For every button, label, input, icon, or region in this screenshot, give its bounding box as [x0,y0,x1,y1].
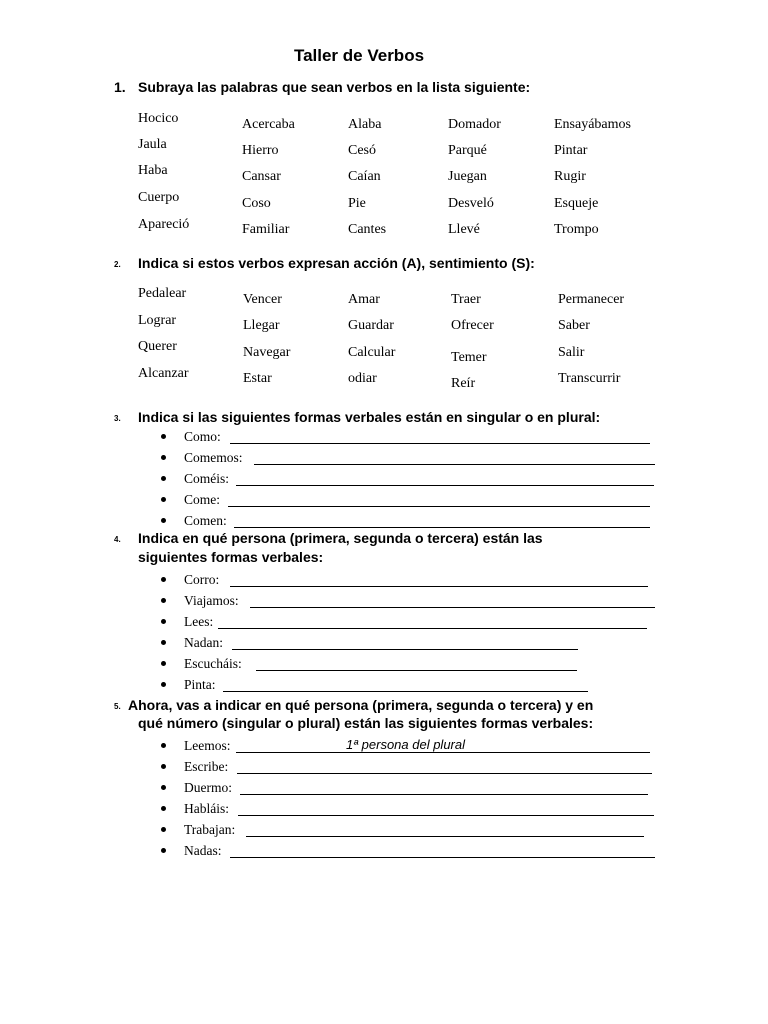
bullet-icon [161,682,166,687]
q5-number: 5. [114,702,121,711]
q5-item-label: Nadas: [184,843,222,858]
q2-word: Traer [451,292,481,307]
q4-item-label: Corro: [184,572,220,587]
q1-word: Trompo [554,222,599,237]
q5-item-label: Trabajan: [184,822,236,837]
q2-word: Transcurrir [558,371,621,386]
q4-item-label: Viajamos: [184,593,239,608]
q1-word: Pie [348,196,366,211]
q5-item-label: Leemos: [184,738,231,753]
q2-word: Calcular [348,345,396,360]
q1-word: Acercaba [242,117,295,132]
q2-word: Temer [451,350,487,365]
q5-answer-line[interactable] [246,836,644,837]
q2-word: Alcanzar [138,366,189,381]
q2-instruction: Indica si estos verbos expresan acción (A), sentimiento (S): [138,255,535,271]
q2-word: odiar [348,371,377,386]
q5-item-label: Escribe: [184,759,229,774]
q3-item-label: Come: [184,492,220,507]
q3-answer-line[interactable] [230,443,650,444]
q4-number: 4. [114,535,121,544]
q4-item-label: Pinta: [184,677,216,692]
q4-answer-line[interactable] [232,649,578,650]
bullet-icon [161,806,166,811]
q5-answer-line[interactable] [238,815,654,816]
q2-word: Amar [348,292,380,307]
bullet-icon [161,785,166,790]
bullet-icon [161,743,166,748]
q4-answer-line[interactable] [223,691,588,692]
q2-word: Salir [558,345,585,360]
q2-word: Vencer [243,292,282,307]
bullet-icon [161,434,166,439]
q4-answer-line[interactable] [250,607,655,608]
q1-word: Alaba [348,117,382,132]
bullet-icon [161,476,166,481]
q1-instruction: Subraya las palabras que sean verbos en la lista siguiente: [138,79,531,95]
bullet-icon [161,598,166,603]
q5-instruction-line1: Ahora, vas a indicar en qué persona (primera, segunda o tercera) y en [128,697,594,713]
q2-number: 2. [114,260,121,269]
q4-instruction-line1: Indica en qué persona (primera, segunda o tercera) están las [138,530,543,546]
bullet-icon [161,640,166,645]
q5-answer-line[interactable] [230,857,655,858]
q1-word: Esqueje [554,196,599,211]
q5-answer-line[interactable] [237,773,652,774]
q2-word: Estar [243,371,272,386]
q3-instruction: Indica si las siguientes formas verbales están en singular o en plural: [138,409,601,425]
q4-instruction-line2: siguientes formas verbales: [138,549,324,565]
q1-word: Apareció [138,217,190,232]
q3-item-label: Comen: [184,513,227,528]
page-title: Taller de Verbos [293,46,425,65]
q5-item-label: Duermo: [184,780,232,795]
bullet-icon [161,518,166,523]
q2-word: Pedalear [138,286,187,301]
q3-item-label: Como: [184,429,221,444]
q5-example-answer: 1ª persona del plural [346,737,465,752]
bullet-icon [161,848,166,853]
q1-word: Cuerpo [138,190,180,205]
q3-number: 3. [114,414,121,423]
q1-word: Domador [448,117,501,132]
bullet-icon [161,497,166,502]
bullet-icon [161,619,166,624]
q1-word: Caían [348,169,381,184]
q2-word: Guardar [348,318,394,333]
q3-item-label: Coméis: [184,471,230,486]
q1-word: Parqué [448,143,487,158]
q4-answer-line[interactable] [230,586,648,587]
q5-answer-line[interactable] [240,794,648,795]
q4-item-label: Lees: [184,614,214,629]
q4-item-label: Nadan: [184,635,223,650]
bullet-icon [161,661,166,666]
q5-answer-line[interactable] [236,752,650,753]
q2-word: Llegar [243,318,280,333]
q3-answer-line[interactable] [236,485,654,486]
q2-word: Saber [558,318,590,333]
q2-word: Querer [138,339,177,354]
q1-word: Cantes [348,222,387,237]
q1-word: Haba [138,163,168,178]
q1-number: 1. [114,79,126,95]
q2-word: Navegar [243,345,291,360]
q1-word: Jaula [138,137,167,152]
q1-word: Cansar [242,169,281,184]
q5-instruction-line2: qué número (singular o plural) están las siguientes formas verbales: [138,715,594,731]
q4-answer-line[interactable] [256,670,577,671]
q1-word: Llevé [448,222,480,237]
q4-item-label: Escucháis: [184,656,242,671]
q3-item-label: Comemos: [184,450,243,465]
q1-word: Coso [242,196,271,211]
q5-item-label: Habláis: [184,801,229,816]
q2-word: Ofrecer [451,318,494,333]
q1-word: Familiar [242,222,290,237]
q2-word: Permanecer [558,292,625,307]
q2-word: Reír [451,376,476,391]
bullet-icon [161,827,166,832]
q4-answer-line[interactable] [218,628,647,629]
q1-word: Cesó [348,143,376,158]
q1-word: Rugir [554,169,586,184]
bullet-icon [161,455,166,460]
q1-word: Pintar [554,143,588,158]
q1-word: Ensayábamos [554,117,631,132]
q1-word: Juegan [448,169,487,184]
bullet-icon [161,764,166,769]
q1-word: Hierro [242,143,279,158]
q2-word: Lograr [138,313,177,328]
q1-word: Desveló [448,196,494,211]
q3-answer-line[interactable] [228,506,650,507]
q3-answer-line[interactable] [254,464,655,465]
q1-word: Hocico [138,111,179,126]
bullet-icon [161,577,166,582]
